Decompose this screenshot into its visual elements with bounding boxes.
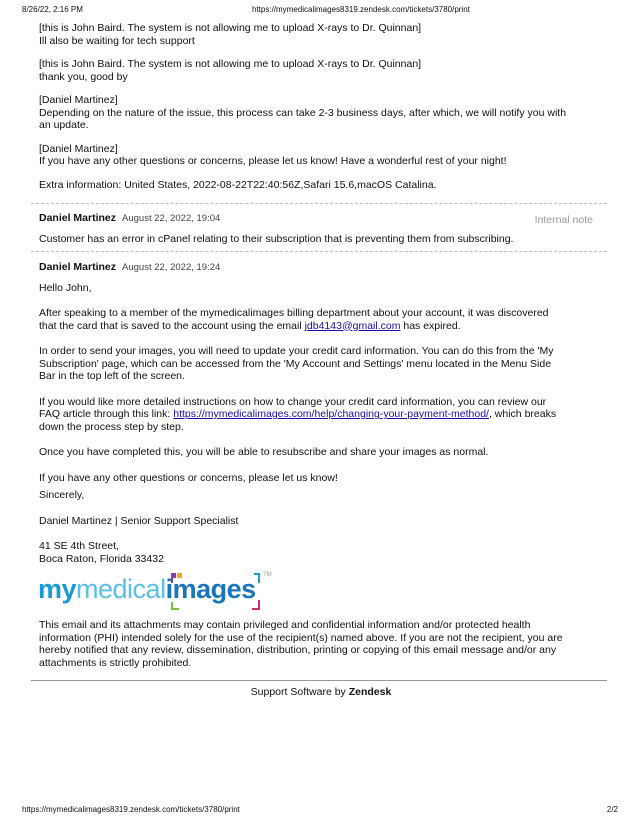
paragraph-line: that the card that is saved to the account using the email jdb4143@gmail.com has expired. xyxy=(39,319,461,332)
message-line: [this is John Baird. The system is not allowing me to upload X-rays to Dr. Quinnan] xyxy=(39,22,422,34)
print-datetime: 8/26/22, 2:16 PM xyxy=(22,5,83,14)
message-line: [Daniel Martinez] xyxy=(39,142,118,155)
message-line: If you have any other questions or concerns, please let us know! Have a wonderful rest of your night! xyxy=(39,155,507,167)
extra-info: Extra information: United States, 2022-08-22T22:40:56Z,Safari 15.6,macOS Catalina. xyxy=(39,178,437,191)
reply-date: August 22, 2022, 19:24 xyxy=(122,262,221,273)
note-body: Customer has an error in cPanel relating to their subscription that is preventing them from subscribing. xyxy=(39,232,514,245)
comment-divider xyxy=(31,203,607,204)
page-number: 2/2 xyxy=(606,805,618,814)
footer-divider xyxy=(31,680,607,681)
signature: Daniel Martinez | Senior Support Specialist xyxy=(39,514,239,527)
zendesk-brand[interactable]: Zendesk xyxy=(348,686,392,698)
mymedicalimages-logo xyxy=(38,572,272,610)
disclaimer-line: hereby notified that any review, dissemination, distribution, printing or copying of this email message and/or any xyxy=(39,644,557,656)
note-date: August 22, 2022, 19:04 xyxy=(122,213,221,224)
message-line: [Daniel Martinez] xyxy=(39,94,118,106)
paragraph-line: Bar in the top left of the screen. xyxy=(39,370,185,382)
disclaimer-line: attachments is strictly prohibited. xyxy=(39,656,192,669)
address-line: 41 SE 4th Street, xyxy=(39,540,119,552)
reply-author: Daniel Martinez xyxy=(39,261,117,273)
disclaimer-line: information (PHI) intended solely for the use of the recipient(s) named above. If you are not the recipient, you are xyxy=(39,631,563,644)
logo-tm: TM xyxy=(263,572,272,578)
reply-comment xyxy=(39,261,607,565)
comment-divider xyxy=(31,251,607,252)
message-line: Depending on the nature of the issue, this process can take 2-3 business days, after which, we will notify you with xyxy=(39,106,567,119)
paragraph-line: down the process step by step. xyxy=(39,420,184,433)
logo-wordmark: mymedicalimages xyxy=(38,574,256,604)
paragraph-line: FAQ article through this link: https://mymedicalimages.com/help/changing-your-payment-method/, which breaks xyxy=(39,408,557,420)
message-line: Ill also be waiting for tech support xyxy=(39,34,195,47)
ticket-top-block xyxy=(39,22,607,191)
print-url: https://mymedicalimages8319.zendesk.com/tickets/3780/print xyxy=(252,5,470,14)
support-software-credit: Support Software by Zendesk xyxy=(250,686,392,698)
paragraph-line: If you have any other questions or concerns, please let us know! xyxy=(39,471,338,484)
greeting: Hello John, xyxy=(39,281,92,294)
paragraph-line: Subscription' page, which can be accessed from the 'My Account and Settings' menu located in the Menu Side xyxy=(39,357,552,370)
disclaimer-line: This email and its attachments may contain privileged and confidential information and/or protected health xyxy=(39,619,531,631)
internal-note-tag: Internal note xyxy=(534,214,593,226)
faq-link[interactable]: https://mymedicalimages.com/help/changing-your-payment-method/ xyxy=(173,408,489,420)
paragraph-line: Once you have completed this, you will be able to resubscribe and share your images as normal. xyxy=(39,446,489,458)
disclaimer xyxy=(39,619,607,669)
print-footer-url: https://mymedicalimages8319.zendesk.com/tickets/3780/print xyxy=(22,805,240,814)
paragraph-line: If you would like more detailed instructions on how to change your credit card information, you can review our xyxy=(39,395,547,408)
sign-off: Sincerely, xyxy=(39,489,85,501)
paragraph-line: In order to send your images, you will need to update your credit card information. You can do this from the 'My xyxy=(39,345,554,357)
note-author: Daniel Martinez xyxy=(39,212,117,224)
address-line: Boca Raton, Florida 33432 xyxy=(39,552,164,565)
message-line: [this is John Baird. The system is not allowing me to upload X-rays to Dr. Quinnan] xyxy=(39,58,422,70)
paragraph-line: After speaking to a member of the mymedicalimages billing department about your account, it was discovered xyxy=(39,307,549,319)
email-link[interactable]: jdb4143@gmail.com xyxy=(304,319,401,332)
internal-note xyxy=(39,212,607,245)
message-line: thank you, good by xyxy=(39,70,128,83)
message-line: an update. xyxy=(39,119,89,131)
